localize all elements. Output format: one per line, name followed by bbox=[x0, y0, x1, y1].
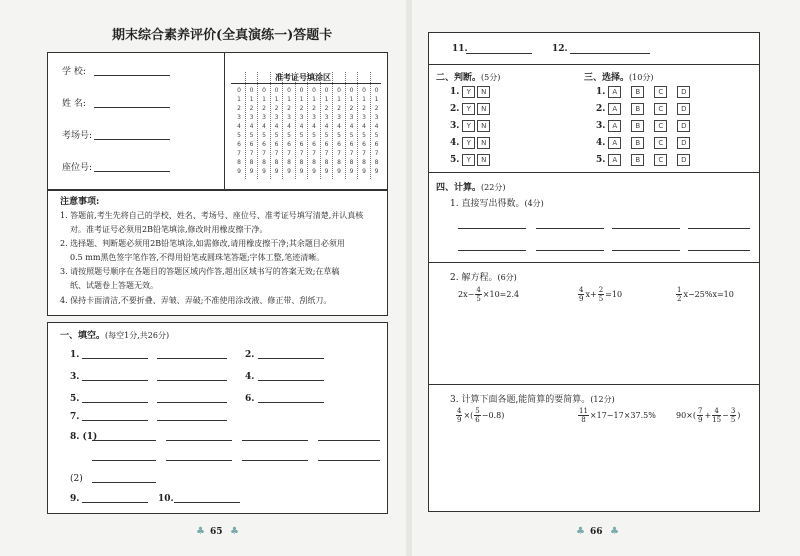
choice-item-label: 2. bbox=[596, 104, 606, 114]
answer-line[interactable] bbox=[157, 402, 227, 403]
exam-id-digit[interactable]: 1 bbox=[337, 96, 341, 103]
exam-id-digit[interactable]: 6 bbox=[287, 141, 291, 148]
calc-heading: 四、计算。(22分) bbox=[436, 183, 506, 193]
notice-heading: 注意事项: bbox=[60, 197, 100, 207]
exam-id-digit[interactable]: 9 bbox=[299, 168, 304, 175]
exam-id-digit[interactable]: 9 bbox=[287, 168, 291, 175]
name-field[interactable] bbox=[94, 107, 170, 108]
exam-id-digit[interactable]: 1 bbox=[349, 96, 354, 103]
exam-id-digit[interactable]: 1 bbox=[237, 96, 241, 103]
exam-id-digit[interactable]: 9 bbox=[312, 168, 316, 175]
exam-id-digit[interactable]: 4 bbox=[287, 123, 291, 130]
answer-line[interactable] bbox=[82, 402, 148, 403]
exam-id-digit[interactable]: 8 bbox=[249, 159, 254, 166]
answer-line[interactable] bbox=[458, 228, 526, 229]
exam-id-digit[interactable]: 5 bbox=[312, 132, 316, 139]
choice-heading: 三、选择。(10分) bbox=[584, 73, 654, 83]
exam-id-digit[interactable]: 2 bbox=[362, 105, 366, 112]
school-field[interactable] bbox=[94, 75, 170, 76]
notice-line: 3. 请按照题号顺序在各题目的答题区域内作答,超出区域书写的答案无效;在草稿 bbox=[60, 267, 340, 276]
exam-id-digit[interactable]: 0 bbox=[299, 87, 304, 94]
exam-id-digit[interactable]: 3 bbox=[237, 114, 241, 121]
q12-label: 12. bbox=[552, 44, 568, 54]
exam-id-digit[interactable]: 7 bbox=[349, 150, 354, 157]
exam-id-digit[interactable]: 6 bbox=[237, 141, 241, 148]
exam-id-digit[interactable]: 6 bbox=[374, 141, 379, 148]
judge-item-label: 3. bbox=[450, 121, 460, 131]
fill-item-label: 5. bbox=[70, 394, 80, 404]
exam-id-digit[interactable]: 7 bbox=[274, 150, 279, 157]
exam-id-digit[interactable]: 7 bbox=[262, 150, 266, 157]
answer-line[interactable] bbox=[318, 460, 380, 461]
exam-id-digit[interactable]: 4 bbox=[274, 123, 279, 130]
fill-section bbox=[47, 322, 388, 514]
choice-option[interactable]: A bbox=[608, 120, 621, 132]
equation: $\frac{1}{2}$ x−25%x=10 bbox=[677, 286, 734, 303]
exam-id-digit[interactable]: 2 bbox=[237, 105, 241, 112]
equation: $\frac{4}{9}$ x+ $\frac{2}{5}$ =10 bbox=[579, 286, 623, 303]
judge-option[interactable]: N bbox=[477, 137, 490, 149]
judge-option[interactable]: Y bbox=[462, 137, 475, 149]
seat-label: 座位号: bbox=[62, 163, 93, 173]
answer-line[interactable] bbox=[166, 460, 232, 461]
notice-line: 纸、试题卷上答题无效。 bbox=[70, 281, 158, 290]
answer-line[interactable] bbox=[258, 380, 324, 381]
notice-line: 0.5 mm黑色签字笔作答,不得用铅笔或圆珠笔答题;字体工整,笔迹清晰。 bbox=[70, 253, 325, 262]
exam-id-digit[interactable]: 7 bbox=[299, 150, 304, 157]
choice-option[interactable]: C bbox=[654, 120, 667, 132]
answer-line[interactable] bbox=[688, 228, 750, 229]
answer-line[interactable] bbox=[466, 53, 532, 54]
judge-option[interactable]: Y bbox=[462, 103, 475, 115]
exam-id-digit[interactable]: 4 bbox=[349, 123, 354, 130]
notice-line: 对。准考证号必须用2B铅笔填涂,修改时用橡皮擦干净。 bbox=[70, 225, 268, 234]
exam-id-digit[interactable]: 0 bbox=[274, 87, 279, 94]
exam-id-column[interactable] bbox=[258, 86, 270, 176]
exam-id-digit[interactable]: 0 bbox=[237, 87, 241, 94]
page-fold bbox=[406, 0, 412, 556]
exam-id-digit[interactable]: 2 bbox=[262, 105, 266, 112]
choice-option[interactable]: A bbox=[608, 86, 621, 98]
exam-id-digit[interactable]: 7 bbox=[312, 150, 316, 157]
exam-id-digit[interactable]: 7 bbox=[237, 150, 241, 157]
exam-id-digit[interactable]: 7 bbox=[337, 150, 341, 157]
fill-item-label: 7. bbox=[70, 412, 80, 422]
exam-id-digit[interactable]: 4 bbox=[337, 123, 341, 130]
school-label: 学 校: bbox=[62, 67, 86, 77]
exam-id-digit[interactable]: 3 bbox=[274, 114, 279, 121]
exam-id-digit[interactable]: 9 bbox=[262, 168, 266, 175]
exam-id-column[interactable] bbox=[283, 86, 295, 176]
answer-line[interactable] bbox=[458, 250, 526, 251]
exam-id-digit[interactable]: 1 bbox=[262, 96, 266, 103]
exam-id-digit[interactable]: 8 bbox=[274, 159, 279, 166]
answer-line[interactable] bbox=[82, 358, 148, 359]
notice-line: 4. 保持卡面清洁,不要折叠、弄皱、弄破;不准使用涂改液、修正带、刮纸刀。 bbox=[60, 296, 332, 305]
exam-id-digit[interactable]: 9 bbox=[349, 168, 354, 175]
grid-divider bbox=[245, 72, 246, 179]
exam-id-digit[interactable]: 9 bbox=[237, 168, 241, 175]
exam-id-digit[interactable]: 2 bbox=[374, 105, 379, 112]
judge-row bbox=[450, 86, 492, 98]
answer-line[interactable] bbox=[258, 358, 324, 359]
grid-divider bbox=[257, 72, 258, 179]
exam-id-digit[interactable]: 3 bbox=[249, 114, 254, 121]
exam-id-column[interactable] bbox=[371, 86, 383, 176]
fill-item-label: 1. bbox=[70, 350, 80, 360]
expression: $\frac{4}{9}$ ×( $\frac{5}{6}$ −0.8) bbox=[457, 407, 505, 424]
exam-id-digit[interactable]: 0 bbox=[249, 87, 254, 94]
fill-heading: 一、填空。(每空1分,共26分) bbox=[60, 331, 170, 341]
answer-line[interactable] bbox=[82, 380, 148, 381]
exam-id-digit[interactable]: 3 bbox=[299, 114, 304, 121]
exam-id-digit[interactable]: 0 bbox=[312, 87, 316, 94]
exam-id-digit[interactable]: 7 bbox=[324, 150, 329, 157]
exam-id-digit[interactable]: 1 bbox=[312, 96, 316, 103]
fill-item-label: 4. bbox=[245, 372, 255, 382]
exam-id-grid[interactable] bbox=[231, 72, 381, 179]
exam-id-column[interactable] bbox=[271, 86, 283, 176]
exam-id-digit[interactable]: 6 bbox=[299, 141, 304, 148]
answer-line[interactable] bbox=[157, 420, 227, 421]
choice-row bbox=[596, 86, 700, 98]
exam-room-label: 考场号: bbox=[62, 131, 93, 141]
exam-id-digit[interactable]: 2 bbox=[337, 105, 341, 112]
choice-item-label: 5. bbox=[596, 155, 606, 165]
choice-option[interactable]: C bbox=[654, 86, 667, 98]
exam-id-digit[interactable]: 8 bbox=[312, 159, 316, 166]
answer-line[interactable] bbox=[242, 440, 308, 441]
exam-id-digit[interactable]: 5 bbox=[349, 132, 354, 139]
exam-id-digit[interactable]: 9 bbox=[274, 168, 279, 175]
choice-option[interactable]: D bbox=[677, 154, 690, 166]
answer-line[interactable] bbox=[536, 250, 604, 251]
expression: 90×( $\frac{7}{9}$ + $\frac{4}{15}$ − $\frac{3}{5}$ ) bbox=[676, 407, 741, 424]
choice-option[interactable]: A bbox=[608, 154, 621, 166]
answer-line[interactable] bbox=[157, 358, 227, 359]
choice-option[interactable]: B bbox=[631, 120, 644, 132]
choice-option[interactable]: D bbox=[677, 86, 690, 98]
judge-option[interactable]: N bbox=[477, 103, 490, 115]
answer-line[interactable] bbox=[82, 502, 148, 503]
exam-id-digit[interactable]: 7 bbox=[249, 150, 254, 157]
answer-line[interactable] bbox=[258, 402, 324, 403]
exam-id-digit[interactable]: 1 bbox=[299, 96, 304, 103]
notice-line: 2. 选择题、判断题必须用2B铅笔填涂,如需修改,请用橡皮擦干净;其余题目必须用 bbox=[60, 239, 345, 248]
exam-id-digit[interactable]: 0 bbox=[374, 87, 379, 94]
choice-option[interactable]: B bbox=[631, 86, 644, 98]
tree-icon: ♣ bbox=[230, 526, 239, 537]
exam-id-digit[interactable]: 7 bbox=[287, 150, 291, 157]
exam-id-digit[interactable]: 5 bbox=[287, 132, 291, 139]
fill-item-label: 8. (1) bbox=[70, 432, 98, 442]
exam-id-digit[interactable]: 7 bbox=[374, 150, 379, 157]
grid-divider bbox=[357, 72, 358, 179]
exam-id-digit[interactable]: 4 bbox=[262, 123, 266, 130]
exam-id-digit[interactable]: 6 bbox=[362, 141, 366, 148]
exam-id-digit[interactable]: 8 bbox=[237, 159, 241, 166]
answer-line[interactable] bbox=[157, 380, 227, 381]
answer-line[interactable] bbox=[612, 250, 680, 251]
exam-id-digit[interactable]: 3 bbox=[312, 114, 316, 121]
exam-id-digit[interactable]: 5 bbox=[374, 132, 379, 139]
choice-item-label: 4. bbox=[596, 138, 606, 148]
page-number: 66 bbox=[590, 527, 603, 537]
notice-line: 1. 答题前,考生先将自己的学校、姓名、考场号、座位号、准考证号填写清楚,并认真核 bbox=[60, 211, 364, 220]
exam-id-digit[interactable]: 3 bbox=[262, 114, 266, 121]
choice-option[interactable]: D bbox=[677, 103, 690, 115]
exam-id-digit[interactable]: 3 bbox=[362, 114, 366, 121]
judge-option[interactable]: Y bbox=[462, 120, 475, 132]
q2-label: 2. 解方程。(6分) bbox=[450, 273, 517, 283]
exam-id-digit[interactable]: 2 bbox=[274, 105, 279, 112]
grid-divider bbox=[320, 72, 321, 179]
exam-id-digit[interactable]: 0 bbox=[324, 87, 329, 94]
exam-id-digit[interactable]: 1 bbox=[362, 96, 366, 103]
answer-line[interactable] bbox=[536, 228, 604, 229]
answer-line[interactable] bbox=[166, 440, 232, 441]
exam-id-digit[interactable]: 2 bbox=[299, 105, 304, 112]
answer-line[interactable] bbox=[318, 440, 380, 441]
exam-id-digit[interactable]: 2 bbox=[349, 105, 354, 112]
expression: $\frac{11}{8}$ ×17−17×37.5% bbox=[579, 407, 656, 424]
exam-id-digit[interactable]: 9 bbox=[374, 168, 379, 175]
exam-id-digit[interactable]: 1 bbox=[374, 96, 379, 103]
exam-id-column[interactable] bbox=[308, 86, 320, 176]
q1-label: 1. 直接写出得数。(4分) bbox=[450, 199, 544, 209]
exam-id-digit[interactable]: 3 bbox=[374, 114, 379, 121]
answer-line[interactable] bbox=[612, 228, 680, 229]
answer-line[interactable] bbox=[174, 502, 240, 503]
judge-row bbox=[450, 103, 492, 115]
tree-icon: ♣ bbox=[576, 526, 585, 537]
exam-id-digit[interactable]: 6 bbox=[324, 141, 329, 148]
exam-id-digit[interactable]: 8 bbox=[324, 159, 329, 166]
exam-id-digit[interactable]: 5 bbox=[249, 132, 254, 139]
grid-divider bbox=[295, 72, 296, 179]
exam-id-digit[interactable]: 2 bbox=[287, 105, 291, 112]
answer-line[interactable] bbox=[92, 440, 156, 441]
exam-id-digit[interactable]: 5 bbox=[324, 132, 329, 139]
exam-id-digit[interactable]: 1 bbox=[287, 96, 291, 103]
judge-row bbox=[450, 120, 492, 132]
choice-option[interactable]: B bbox=[631, 154, 644, 166]
judge-item-label: 2. bbox=[450, 104, 460, 114]
choice-option[interactable]: B bbox=[631, 137, 644, 149]
answer-line[interactable] bbox=[242, 460, 308, 461]
tree-icon: ♣ bbox=[610, 526, 619, 537]
exam-id-digit[interactable]: 4 bbox=[299, 123, 304, 130]
judge-row bbox=[450, 154, 492, 166]
answer-line[interactable] bbox=[570, 53, 650, 54]
judge-option[interactable]: N bbox=[477, 154, 490, 166]
exam-id-digit[interactable]: 3 bbox=[287, 114, 291, 121]
exam-id-digit[interactable]: 9 bbox=[249, 168, 254, 175]
exam-id-digit[interactable]: 9 bbox=[324, 168, 329, 175]
judge-option[interactable]: N bbox=[477, 86, 490, 98]
exam-id-digit[interactable]: 1 bbox=[274, 96, 279, 103]
exam-id-digit[interactable]: 1 bbox=[324, 96, 329, 103]
exam-id-digit[interactable]: 2 bbox=[249, 105, 254, 112]
fill-item-label: (2) bbox=[70, 474, 83, 484]
exam-id-digit[interactable]: 2 bbox=[324, 105, 329, 112]
page-title: 期末综合素养评价(全真演练一)答题卡 bbox=[112, 28, 333, 43]
choice-option[interactable]: C bbox=[654, 154, 667, 166]
exam-id-digit[interactable]: 0 bbox=[287, 87, 291, 94]
grid-divider bbox=[282, 72, 283, 179]
exam-id-digit[interactable]: 5 bbox=[337, 132, 341, 139]
exam-id-digit[interactable]: 8 bbox=[262, 159, 266, 166]
exam-id-digit[interactable]: 6 bbox=[312, 141, 316, 148]
fill-item-label: 2. bbox=[245, 350, 255, 360]
judge-item-label: 5. bbox=[450, 155, 460, 165]
exam-id-column[interactable] bbox=[346, 86, 358, 176]
exam-id-title: 准考证号填涂区 bbox=[275, 72, 331, 82]
exam-id-column[interactable] bbox=[233, 86, 245, 176]
name-label: 姓 名: bbox=[62, 99, 86, 109]
choice-option[interactable]: B bbox=[631, 103, 644, 115]
grid-divider bbox=[345, 72, 346, 179]
grid-divider bbox=[270, 72, 271, 179]
fill-item-label: 6. bbox=[245, 394, 255, 404]
exam-id-digit[interactable]: 7 bbox=[362, 150, 366, 157]
exam-id-digit[interactable]: 0 bbox=[362, 87, 366, 94]
choice-item-label: 3. bbox=[596, 121, 606, 131]
judge-row bbox=[450, 137, 492, 149]
exam-id-digit[interactable]: 3 bbox=[337, 114, 341, 121]
exam-id-digit[interactable]: 1 bbox=[249, 96, 254, 103]
exam-id-digit[interactable]: 0 bbox=[349, 87, 354, 94]
exam-id-column[interactable] bbox=[296, 86, 308, 176]
exam-id-digit[interactable]: 5 bbox=[274, 132, 279, 139]
grid-divider bbox=[307, 72, 308, 179]
choice-option[interactable]: D bbox=[677, 120, 690, 132]
exam-id-digit[interactable]: 0 bbox=[262, 87, 266, 94]
exam-id-digit[interactable]: 8 bbox=[337, 159, 341, 166]
exam-id-digit[interactable]: 4 bbox=[362, 123, 366, 130]
judge-option[interactable]: Y bbox=[462, 154, 475, 166]
exam-id-digit[interactable]: 4 bbox=[374, 123, 379, 130]
page-number: 65 bbox=[210, 527, 223, 537]
choice-item-label: 1. bbox=[596, 87, 606, 97]
fill-item-label: 9. bbox=[70, 494, 80, 504]
q11-label: 11. bbox=[452, 44, 468, 54]
exam-id-digit[interactable]: 5 bbox=[362, 132, 366, 139]
exam-id-digit[interactable]: 6 bbox=[337, 141, 341, 148]
grid-divider bbox=[332, 72, 333, 179]
answer-line[interactable] bbox=[92, 460, 156, 461]
exam-id-digit[interactable]: 4 bbox=[324, 123, 329, 130]
choice-option[interactable]: C bbox=[654, 103, 667, 115]
exam-id-digit[interactable]: 9 bbox=[362, 168, 366, 175]
choice-row bbox=[596, 154, 700, 166]
choice-option[interactable]: D bbox=[677, 137, 690, 149]
exam-id-digit[interactable]: 6 bbox=[262, 141, 266, 148]
answer-line[interactable] bbox=[92, 482, 156, 483]
exam-id-digit[interactable]: 4 bbox=[237, 123, 241, 130]
judge-option[interactable]: Y bbox=[462, 86, 475, 98]
exam-id-digit[interactable]: 8 bbox=[374, 159, 379, 166]
exam-id-digit[interactable]: 6 bbox=[249, 141, 254, 148]
exam-id-digit[interactable]: 2 bbox=[312, 105, 316, 112]
exam-id-column[interactable] bbox=[358, 86, 370, 176]
choice-row bbox=[596, 120, 700, 132]
exam-id-digit[interactable]: 6 bbox=[349, 141, 354, 148]
tree-icon: ♣ bbox=[196, 526, 205, 537]
exam-id-digit[interactable]: 0 bbox=[337, 87, 341, 94]
exam-id-digit[interactable]: 5 bbox=[262, 132, 266, 139]
exam-id-column[interactable] bbox=[246, 86, 258, 176]
choice-option[interactable]: A bbox=[608, 103, 621, 115]
choice-option[interactable]: A bbox=[608, 137, 621, 149]
exam-id-digit[interactable]: 8 bbox=[299, 159, 304, 166]
exam-id-digit[interactable]: 8 bbox=[349, 159, 354, 166]
answer-line[interactable] bbox=[688, 250, 750, 251]
judge-item-label: 1. bbox=[450, 87, 460, 97]
exam-id-digit[interactable]: 4 bbox=[312, 123, 316, 130]
exam-id-column[interactable] bbox=[333, 86, 345, 176]
choice-row bbox=[596, 103, 700, 115]
exam-id-digit[interactable]: 3 bbox=[324, 114, 329, 121]
answer-line[interactable] bbox=[82, 420, 148, 421]
exam-id-digit[interactable]: 8 bbox=[362, 159, 366, 166]
fill-item-label: 10. bbox=[158, 494, 174, 504]
exam-id-digit[interactable]: 8 bbox=[287, 159, 291, 166]
exam-id-digit[interactable]: 4 bbox=[249, 123, 254, 130]
exam-room-field[interactable] bbox=[94, 139, 170, 140]
exam-id-digit[interactable]: 5 bbox=[237, 132, 241, 139]
seat-field[interactable] bbox=[94, 171, 170, 172]
exam-id-digit[interactable]: 9 bbox=[337, 168, 341, 175]
exam-id-digit[interactable]: 5 bbox=[299, 132, 304, 139]
exam-id-column[interactable] bbox=[321, 86, 333, 176]
judge-heading: 二、判断。(5分) bbox=[436, 73, 501, 83]
exam-id-digit[interactable]: 3 bbox=[349, 114, 354, 121]
exam-id-digit[interactable]: 6 bbox=[274, 141, 279, 148]
fill-item-label: 3. bbox=[70, 372, 80, 382]
judge-option[interactable]: N bbox=[477, 120, 490, 132]
grid-divider bbox=[370, 72, 371, 179]
choice-option[interactable]: C bbox=[654, 137, 667, 149]
equation: 2x− $\frac{4}{5}$ ×10=2.4 bbox=[458, 286, 520, 303]
choice-row bbox=[596, 137, 700, 149]
judge-item-label: 4. bbox=[450, 138, 460, 148]
q3-label: 3. 计算下面各题,能简算的要简算。(12分) bbox=[450, 395, 615, 405]
